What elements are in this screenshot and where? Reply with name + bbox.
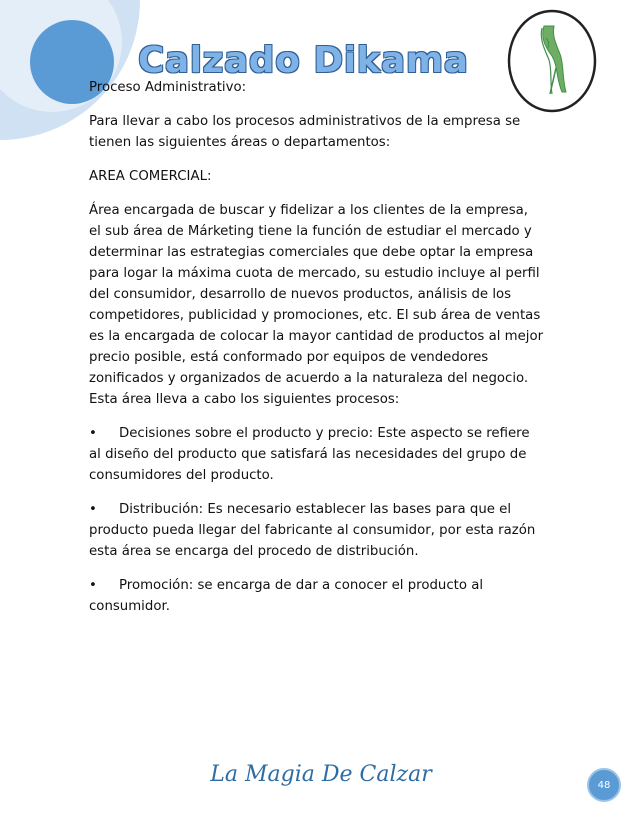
bullet-marker: • xyxy=(89,502,97,517)
bullet-text: Decisiones sobre el producto y precio: Este aspecto se refiere al diseño del producto que satisfará las necesidades del grupo de consumidores del producto. xyxy=(89,426,530,483)
bullet-marker: • xyxy=(89,426,97,441)
bullet-marker: • xyxy=(89,578,97,593)
brand-title: Calzado Dikama xyxy=(138,40,469,81)
section-label: Proceso Administrativo: xyxy=(89,80,247,95)
slogan-text: La Magia De Calzar xyxy=(210,762,432,787)
document-body xyxy=(89,77,544,630)
bullet-text: Promoción: se encarga de dar a conocer el producto al consumidor. xyxy=(89,578,484,614)
area-description: Área encargada de buscar y fidelizar a los clientes de la empresa, el sub área de Márketing tiene la función de estudiar el mercado y determinar las estrategias comerciales que debe optar la empresa para logar la máxima cuota de mercado, su estudio incluye al perfil del consumidor, desarrollo de nuevos productos, análisis de los competidores, publicidad y promociones, etc. El sub área de ventas es la encargada de colocar la mayor cantidad de productos al mejor precio posible, está conformado por equipos de vendedores zonificados y organizados de acuerdo a la naturaleza del negocio. Esta área lleva a cabo los siguientes procesos: xyxy=(89,203,544,407)
bullet-item xyxy=(89,575,544,617)
intro-paragraph: Para llevar a cabo los procesos administrativos de la empresa se tienen las siguientes áreas o departamentos: xyxy=(89,114,521,150)
bullet-item xyxy=(89,423,544,486)
bullet-item xyxy=(89,499,544,562)
footer-slogan xyxy=(0,762,638,787)
area-heading: AREA COMERCIAL: xyxy=(89,169,212,184)
bullet-text: Distribución: Es necesario establecer las bases para que el producto pueda llegar del fabricante al consumidor, por esta razón esta área se encarga del procedo de distribución. xyxy=(89,502,536,559)
page-number-badge: 48 xyxy=(587,768,621,802)
